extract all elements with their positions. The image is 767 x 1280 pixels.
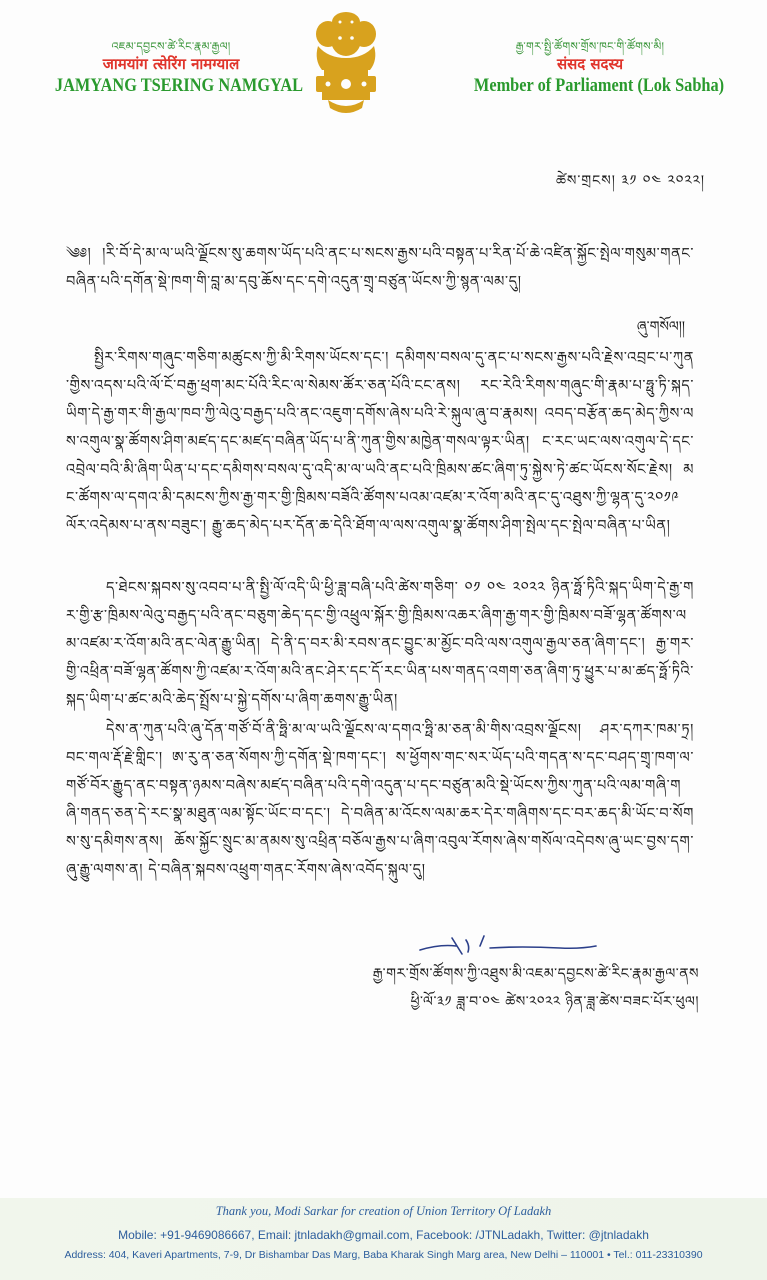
letter-paragraph-2: ད་ཐེངས་སྐབས་སུ་འབབ་པ་ནི་སྤྱི་ལོ་འདི་ཡི་ཕྱི་ཟླ་བཞི་པའི་ཚེས་གཅིག་ ༠༡ ༠༤ ༢༠༢༢ ཉིན་ཧྥོ་ཏིའི་སྐད་ཡིག་དེ་རྒྱ་གར་གྱི་རྩ་ཁྲིམས་ལེའུ་བརྒྱད་པའི་ནང་བཅུག་ཆེད་དང་གྱི་འཕྲུལ་སྐོར་གྱི་ཁྲིམས་འཆར་ཞིག་རྒྱ་གར་གྱི་ཁྲིམས་བཟོ་ལྷན་ཚོགས་ལམ་འཛམ་ར་འོག་མའི་ནང་ལེན་རྒྱུ་ཡིན། དེ་ནི་ད་བར་མི་རབས་ནང་བྱུང་མ་མྱོང་བའི་ལས་འགུལ་རྒྱལ་ཅན་ཞིག་དང་། རྒྱ་གར་གྱི་འཕྲིན་བཟོ་ལྷན་ཚོགས་ཀྱི་འཛམ་ར་འོག་མའི་ནང་ཤེར་དང་དོ་རང་ཡིན་པས་གནད་འགག་ཅན་ཞིག་ཏུ་ཕྱུར་པ་མ་ཚད་ཧྥོ་ཏིའི་སྐད་ཡིག་པ་ཚང་མའི་ཆེད་སྤྲོས་པ་སྐྱེ་དགོས་པ་ཞིག་ཆགས་རྒྱུ་ཡིན། — [66, 580, 694, 708]
designation-hindi: संसद सदस्य — [556, 55, 624, 73]
sender-name-tibetan: འཇམ་དབྱངས་ཚེ་རིང་རྣམ་རྒྱལ། — [111, 40, 231, 53]
signatory-line: རྒྱ་གར་གྲོས་ཚོགས་ཀྱི་འཐུས་མི་འཇམ་དབྱངས་ཚེ་རིང་རྣམ་རྒྱལ་ནས — [372, 966, 699, 982]
sender-name-hindi: जामयांग त्सेरिंग नामग्याल — [102, 55, 240, 73]
national-emblem-icon — [308, 8, 384, 120]
footer-contact: Mobile: +91-9469086667, Email: jtnladakh@gmail.com, Facebook: /JTNLadakh, Twitter: @jtnladakh — [118, 1228, 649, 1242]
letter-salutation: ཞུ་གསོལ།། — [636, 319, 685, 335]
letter-date: ཚེས་གྲངས། ༣༡ ༠༤ ༢༠༢༢། — [555, 173, 705, 189]
letter-intro: ༄༅། །རི་བོ་དེ་མ་ལ་ཡའི་ལྗོངས་སུ་ཆགས་ཡོད་པའི་ནང་པ་སངས་རྒྱས་པའི་བསྟན་པ་རིན་པོ་ཆེ་འཛིན་སྐྱོང་སྤེལ་གསུམ་གནང་བཞིན་པའི་དགོན་སྡེ་ཁག་གི་བླ་མ་དབུ་ཆོས་དང་དགེ་འདུན་གྲྭ་བཙུན་ཡོངས་ཀྱི་སྙན་ལམ་དུ། — [66, 246, 694, 290]
signature-block — [373, 960, 699, 1016]
letter-paragraph-3: དེས་ན་ཀུན་པའི་ཞུ་དོན་གཙོ་བོ་ནི་ཧྥི་མ་ལ་ཡའི་ལྗོངས་ལ་དགའ་ཧྥི་མ་ཅན་མི་གིས་འབྲས་ལྗོངས། ཤར་དཀར་ཁམ་ཏྲ། བང་གལ་རྡོ་རྗེ་གླིང་། ཨ་རུ་ན་ཅན་སོགས་ཀྱི་དགོན་སྡེ་ཁག་དང་། ས་ཕྱོགས་གང་སར་ཡོད་པའི་གདན་ས་དང་བཤད་གྲྭ་ཁག་ལ་གཙོ་བོར་རྒྱུད་ནང་བསྟན་ཉམས་བཞེས་མཛད་བཞིན་པའི་དགེ་འདུན་པ་དང་བཙུན་མའི་སྡེ་ཡོངས་ཀྱིས་ཀུན་པའི་ལམ་གཞི་གཞི་གནད་ཅན་དེ་རང་སྣ་མཐུན་ལམ་སྟོང་ཡོང་བ་དང་། དེ་བཞིན་མ་འོངས་ལམ་ཆར་དེར་གཞིགས་དང་བར་ཆད་མི་ཡོང་བ་སོགས་སུ་དམིགས་ནས། ཆོས་སྐྱོང་སྲུང་མ་ནམས་སུ་འཕྲིན་བཅོལ་རྒྱས་པ་ཞིག་འབུལ་རོགས་ཞེས་གསོལ་འདེབས་ཞུ་ཡང་བྱས་དག་ཞུ་རྒྱུ་ལགས་ན། དེ་བཞིན་སྐབས་འཕྲུག་གནང་རོགས་ཞེས་འབོད་སྐུལ་དུ། — [66, 722, 694, 878]
letter-paragraph-1: སྤྱིར་རིགས་གཞུང་གཅིག་མཚུངས་ཀྱི་མི་རིགས་ཡོངས་དང་། དམིགས་བསལ་དུ་ནང་པ་སངས་རྒྱས་པའི་རྗེས་འབྲང་པ་ཀུན་གྱིས་འདས་པའི་ལོ་ངོ་བརྒྱ་ཕྲག་མང་པོའི་རིང་ལ་སེམས་ཚོར་ཅན་པོའི་ངང་ནས། རང་རེའི་རིགས་གཞུང་གི་རྣམ་པ་ཧྥུ་ཏི་སྐད་ཡིག་དེ་རྒྱ་གར་གི་རྒྱལ་ཁབ་ཀྱི་ལེའུ་བརྒྱད་པའི་ནང་འཇུག་དགོས་ཞེས་པའི་རེ་སྐུལ་ཞུ་བ་རྣམས། འབད་བརྩོན་ཆད་མེད་ཀྱིས་ལས་འགུལ་སྣ་ཚོགས་ཤིག་མཛད་དང་མཛད་བཞིན་ཡོད་པ་ནི་ཀུན་གྱིས་མཁྱེན་གསལ་ལྟར་ཡིན། ང་རང་ཡང་ལས་འགུལ་དེ་དང་འབྲེལ་བའི་མི་ཞིག་ཡིན་པ་དང་དམིགས་བསལ་དུ་འདི་མ་ལ་ཡའི་ནང་པའི་ཁྲིམས་ཚང་ཞིག་ཏུ་སྐྱེས་ཏེ་ཚང་ཡོངས་སོང་རྗེས། མང་ཚོགས་ལ་དགའ་མི་དམངས་ཀྱིས་རྒྱ་གར་གྱི་ཁྲིམས་བཟོའི་ཚོགས་པའམ་འཛམ་ར་འོག་མའི་ནང་དུ་འཐུས་ཀྱི་ལྷན་དུ་༢༠༡༩ ལོར་འདེམས་པ་ནས་བཟུང་། རྒྱུ་ཆད་མེད་པར་དོན་ཆ་དེའི་ཐོག་ལ་ལས་འགུལ་སྣ་ཚོགས་ཤིག་སྤེལ་དང་སྤེལ་བཞིན་པ་ཡིན། — [66, 350, 694, 534]
designation-english: Member of Parliament (Lok Sabha) — [473, 75, 725, 96]
sender-name-block — [36, 40, 306, 98]
footer-address: Address: 404, Kaveri Apartments, 7-9, Dr Bishambar Das Marg, Baba Kharak Singh Marg area, New Delhi – 110001 • Tel.: 011-23310390 — [64, 1249, 703, 1261]
footer-thanks: Thank you, Modi Sarkar for creation of Union Territory Of Ladakh — [215, 1204, 552, 1218]
sender-name-english: JAMYANG TSERING NAMGYAL — [54, 75, 304, 96]
designation-block — [455, 40, 725, 98]
designation-tibetan: རྒྱ་གར་སྤྱི་ཚོགས་གྲོས་ཁང་གི་ཚོགས་མི། — [515, 40, 665, 53]
signature-date-line: ཕྱི་ལོ་༣༡ ཟླ་བ་༠༤ ཚེས་༢༠༢༢ ཉིན་ཟླ་ཚེས་བཟང་པོར་ཕུལ། — [410, 994, 699, 1010]
